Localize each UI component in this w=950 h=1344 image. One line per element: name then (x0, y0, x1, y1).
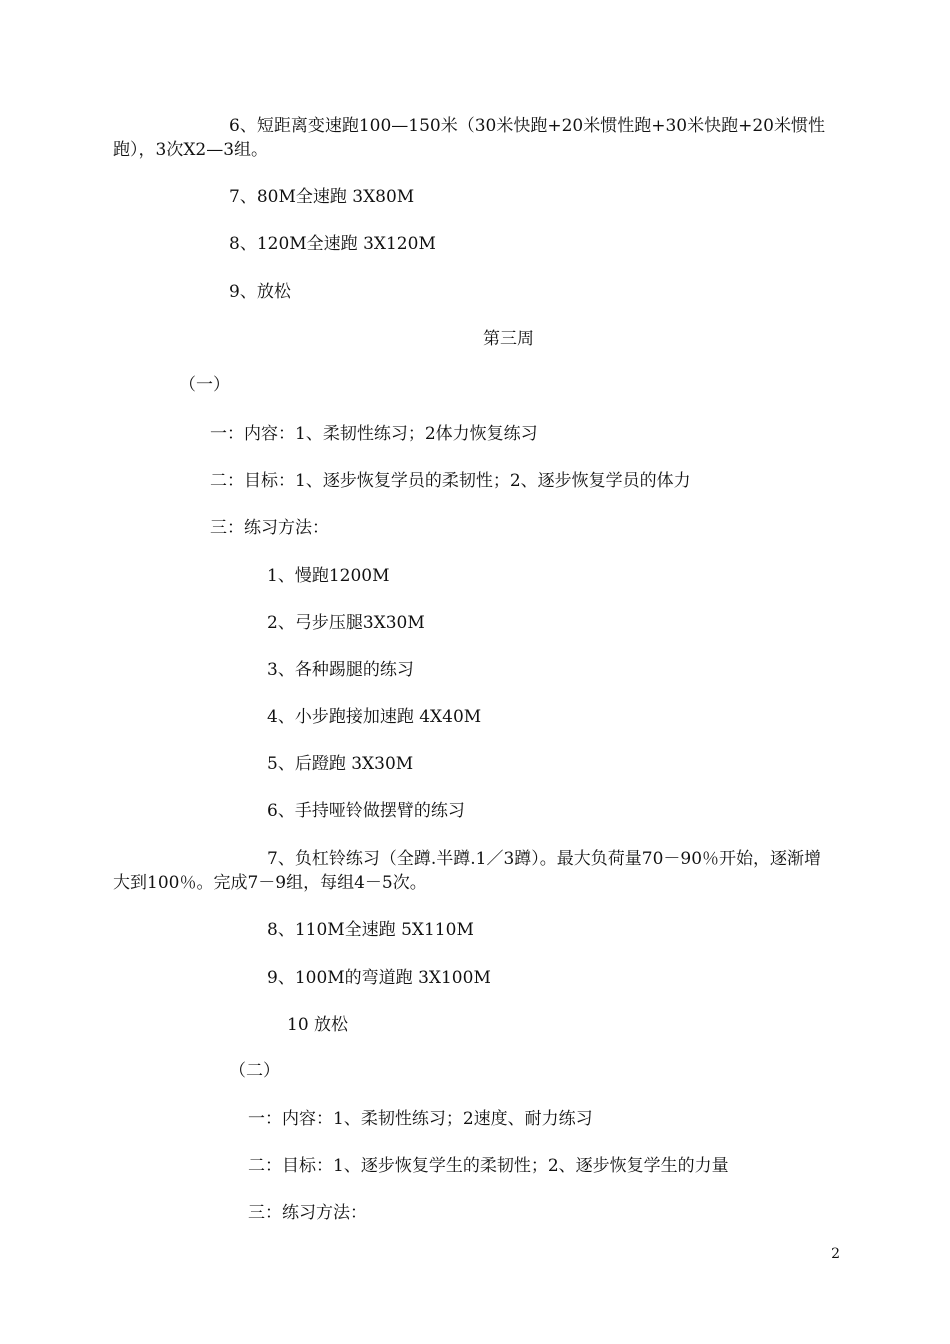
session2-goal: 二：目标：1、逐步恢复学生的柔韧性；2、逐步恢复学生的力量 (248, 1156, 729, 1176)
session1-content: 一：内容：1、柔韧性练习；2体力恢复练习 (210, 424, 538, 444)
week2-item-7: 7、80M全速跑 3X80M (229, 187, 415, 207)
page-number: 2 (831, 1246, 840, 1262)
session1-item-3: 3、各种踢腿的练习 (267, 660, 414, 680)
session1-goal: 二：目标：1、逐步恢复学员的柔韧性；2、逐步恢复学员的体力 (210, 471, 691, 491)
session1-item-5: 5、后蹬跑 3X30M (267, 754, 414, 774)
session1-item-1: 1、慢跑1200M (267, 566, 390, 586)
session1-method: 三：练习方法： (210, 518, 329, 538)
session2-method: 三：练习方法： (248, 1203, 367, 1223)
session1-item-8: 8、110M全速跑 5X110M (267, 920, 474, 940)
session1-item-4: 4、小步跑接加速跑 4X40M (267, 707, 482, 727)
session1-item-6: 6、手持哑铃做摆臂的练习 (267, 801, 465, 821)
session2-content: 一：内容：1、柔韧性练习；2速度、耐力练习 (248, 1109, 593, 1129)
session1-item-9: 9、100M的弯道跑 3X100M (267, 968, 491, 988)
session1-item-10: 10 放松 (287, 1015, 349, 1035)
week3-title: 第三周 (483, 329, 534, 349)
session1-item-2: 2、弓步压腿3X30M (267, 613, 425, 633)
week2-item-6: 6、短距离变速跑100—150米（30米快跑+20米惯性跑+30米快跑+20米惯性跑），3次X2—3组。 (113, 116, 825, 160)
week2-item-9: 9、放松 (229, 282, 291, 302)
session1-label: （一） (179, 375, 230, 395)
week2-item-8: 8、120M全速跑 3X120M (229, 234, 436, 254)
session1-item-7: 7、负杠铃练习（全蹲.半蹲.1／3蹲）。最大负荷量70－90％开始，逐渐增大到100％。完成7－9组，每组4－5次。 (113, 849, 822, 893)
session2-label: （二） (229, 1061, 280, 1081)
